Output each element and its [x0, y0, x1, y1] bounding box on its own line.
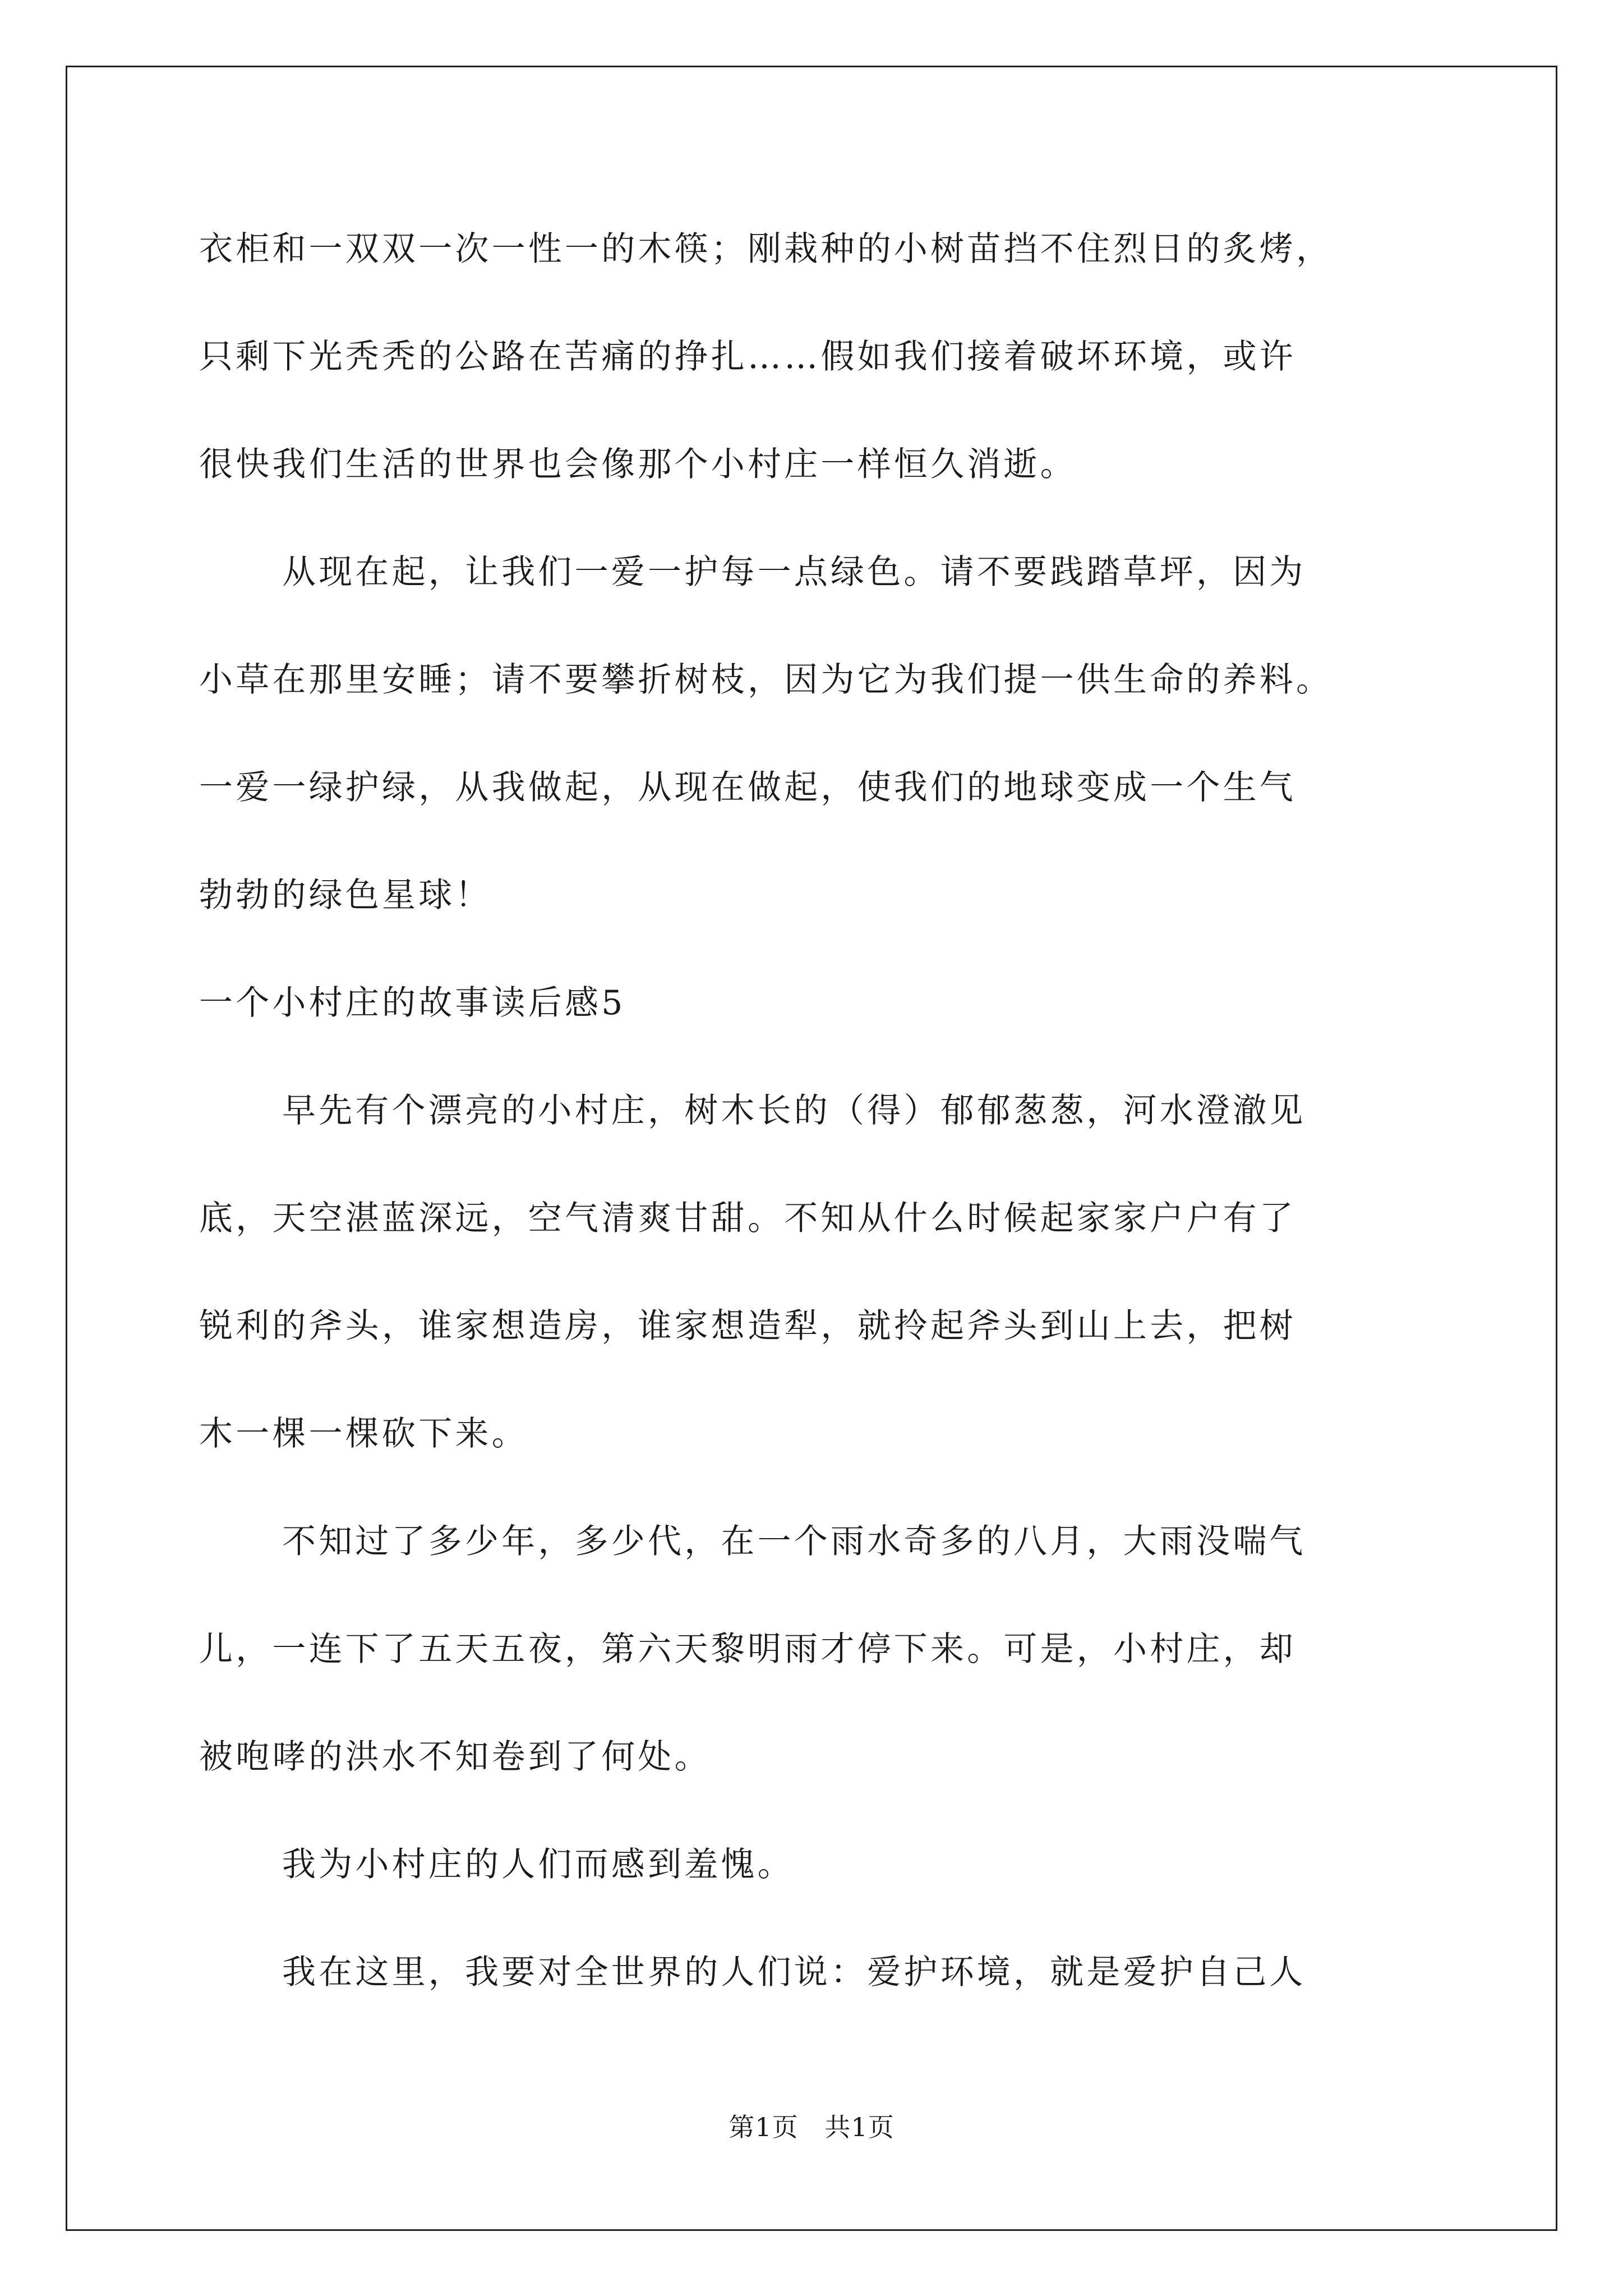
- text-line-7: 勃勃的绿色星球！: [199, 876, 492, 915]
- text-line-17: 我在这里，我要对全世界的人们说：爱护环境，就是爱护自己人: [282, 1953, 1306, 1992]
- text-line-1: 衣柜和一双双一次一性一的木筷；刚栽种的小树苗挡不住烈日的炙烤，: [199, 229, 1333, 269]
- text-line-3: 很快我们生活的世界也会像那个小村庄一样恒久消逝。: [199, 445, 1077, 484]
- text-line-13: 不知过了多少年，多少代，在一个雨水奇多的八月，大雨没喘气: [282, 1522, 1306, 1561]
- text-line-5: 小草在那里安睡；请不要攀折树枝，因为它为我们提一供生命的养料。: [199, 660, 1333, 700]
- text-line-2: 只剩下光秃秃的公路在苦痛的挣扎……假如我们接着破坏环境，或许: [199, 337, 1296, 376]
- text-line-12: 木一棵一棵砍下来。: [199, 1414, 528, 1453]
- text-line-15: 被咆哮的洪水不知卷到了何处。: [199, 1737, 711, 1777]
- text-line-4: 从现在起，让我们一爱一护每一点绿色。请不要践踏草坪，因为: [282, 553, 1306, 592]
- section-heading: 一个小村庄的故事读后感5: [199, 983, 626, 1023]
- text-line-10: 底，天空湛蓝深远，空气清爽甘甜。不知从什么时候起家家户户有了: [199, 1199, 1296, 1238]
- text-line-16: 我为小村庄的人们而感到羞愧。: [282, 1845, 794, 1884]
- text-line-14: 儿，一连下了五天五夜，第六天黎明雨才停下来。可是，小村庄，却: [199, 1630, 1296, 1669]
- text-line-6: 一爱一绿护绿，从我做起，从现在做起，使我们的地球变成一个生气: [199, 768, 1296, 807]
- text-line-9: 早先有个漂亮的小村庄，树木长的（得）郁郁葱葱，河水澄澈见: [282, 1091, 1306, 1130]
- page-border: [66, 66, 1557, 2231]
- text-line-11: 锐利的斧头，谁家想造房，谁家想造犁，就拎起斧头到山上去，把树: [199, 1306, 1296, 1346]
- page-footer: 第1页 共1页: [728, 2112, 895, 2142]
